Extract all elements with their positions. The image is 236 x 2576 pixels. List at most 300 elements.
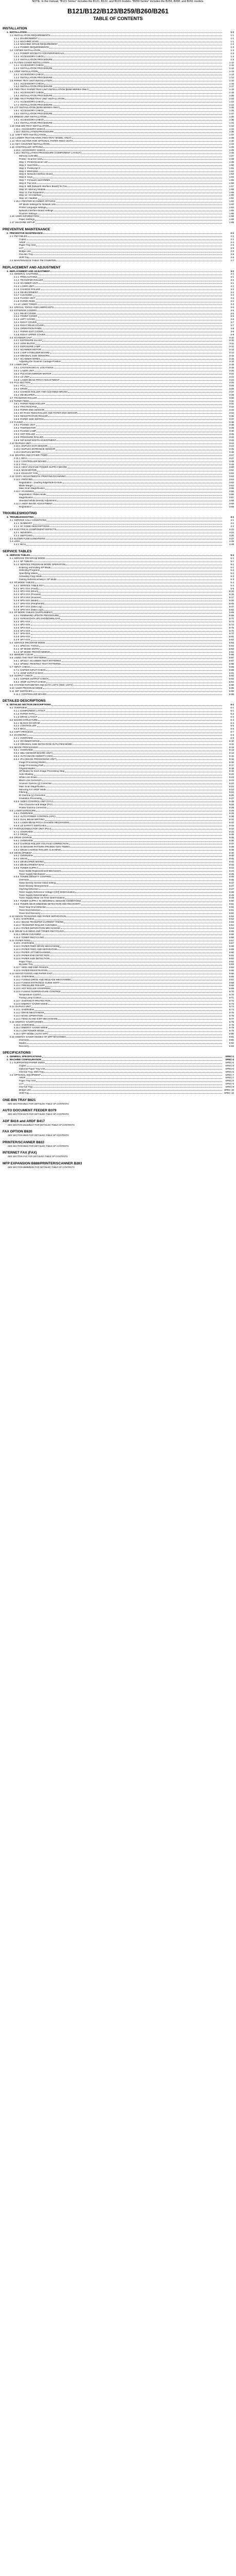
- dot-leader: [34, 369, 222, 371]
- toc-entry-title: ACCESSORY CHECK: [20, 55, 44, 58]
- toc-entry-page: 5-3: [230, 578, 234, 581]
- toc-entry-title: DRUM CHARGE: [14, 836, 32, 839]
- toc-entry-number: 3.12.3: [14, 502, 21, 505]
- dot-leader: [60, 106, 222, 108]
- toc-entry-page: 3-10: [229, 336, 234, 339]
- dot-leader: [54, 366, 222, 368]
- toc-entry-title: Main Scan Magnification: [19, 785, 45, 788]
- toc-entry-title: SYSTEM PARAMETER AND DATA LISTS (SMC LISTS): [14, 684, 73, 687]
- dot-leader: [31, 442, 222, 444]
- toc-entry-number: 3.4.4: [14, 348, 20, 351]
- toc-entry-title: Adjusting the Scanner Carriage Position: [19, 360, 61, 363]
- toc-entry-title: INPUT CHECK: [14, 665, 30, 668]
- toc-entry-number: 1.8: [10, 106, 13, 109]
- toc-entry-title: OFF MODE (AUTO OFF): [21, 1032, 48, 1036]
- toc-entry-page: 3-20: [229, 369, 234, 372]
- toc-entry-title: FUSING UNIT: [20, 423, 35, 427]
- toc-entry-page: 3-23: [229, 378, 234, 381]
- dot-leader: [56, 448, 222, 450]
- dot-leader: [53, 67, 222, 69]
- dot-leader: [40, 215, 222, 217]
- toc-entry-number: 5.4: [10, 641, 13, 644]
- toc-entry-page: 5-75: [229, 626, 234, 629]
- toc-entry-title: TRANSFER ROLLER CLEANING: [21, 924, 57, 927]
- toc-option-heading[interactable]: ADF B416 and ARDF B417: [3, 1119, 45, 1123]
- toc-entry-title: SHIFT TRAY INSTALLATION: [15, 133, 46, 137]
- toc-entry-number: 6.15: [10, 1020, 14, 1023]
- toc-entry-page: 6-68: [229, 984, 234, 987]
- dot-leader: [48, 445, 222, 447]
- toc-entry-number: 5.6.1: [14, 659, 20, 663]
- toc-entry-page: 6-14: [229, 752, 234, 755]
- toc-entry-page: 6-33: [229, 824, 234, 827]
- dot-leader: [36, 244, 222, 246]
- toc-entry-number: 3.10.1: [14, 445, 21, 448]
- toc-entry-page: 6-23: [229, 782, 234, 785]
- dot-leader: [26, 1076, 222, 1078]
- toc-entry-page: 4-1: [230, 516, 234, 519]
- toc-entry-title: Temperature Control: [19, 993, 41, 996]
- toc-entry-number: 5.3.1: [14, 614, 20, 617]
- toc-entry-page: 1-43: [229, 142, 234, 145]
- toc-entry-title: ORIGINAL SIZE DETECTION IN PLATEN MODE: [20, 742, 72, 745]
- dot-leader: [44, 324, 222, 326]
- toc-entry-title: PREVENTIVE MAINTENANCE: [9, 232, 43, 234]
- dot-leader: [45, 785, 222, 787]
- toc-entry-number: 3.11.1: [14, 456, 21, 460]
- section-gap: [3, 508, 234, 511]
- dot-leader: [32, 531, 222, 533]
- toc-entry-page: 6-1: [230, 709, 234, 713]
- toc-entry-number: 6.8: [10, 836, 13, 839]
- toc-entry-page: 3-42: [229, 435, 234, 438]
- toc-entry-title: ENERGY SAVER MODES: [15, 1020, 43, 1023]
- dot-leader: [38, 70, 222, 72]
- toc-entry-title: SUPPORTED PAPER SIZES: [14, 1061, 45, 1064]
- toc-entry-page: 3-46: [229, 451, 234, 454]
- toc-entry-page: 6-57: [229, 939, 234, 942]
- toc-entry-title: DUPLEX ENTRANCE SENSOR: [21, 448, 56, 451]
- section-gap: [3, 224, 234, 227]
- toc-entry-page: 6-26: [229, 794, 234, 797]
- toc-entry-page: SPEC-10: [224, 1088, 234, 1091]
- dot-leader: [53, 803, 222, 805]
- toc-entry-page: 6-45: [229, 872, 234, 875]
- toc-entry-number: 3.4.5: [14, 351, 20, 354]
- toc-entry-title: GENERAL SPECIFICATIONS: [9, 1055, 42, 1058]
- dot-leader: [34, 490, 222, 492]
- dot-leader: [46, 333, 222, 335]
- toc-entry-page: 3-1: [230, 282, 234, 285]
- dot-leader: [49, 125, 222, 127]
- toc-entry-page: 1-4: [230, 55, 234, 58]
- toc-section-heading[interactable]: SERVICE TABLES: [3, 550, 32, 554]
- dot-leader: [65, 97, 222, 99]
- dot-leader: [39, 590, 222, 592]
- dot-leader: [33, 839, 222, 841]
- toc-entry-number: 1.9: [10, 115, 13, 118]
- toc-entry-number: 5.2.7: [14, 602, 20, 605]
- toc-entry-title: ACCESSORY CHECK: [20, 100, 44, 103]
- toc-entry-page: 6-35: [229, 833, 234, 836]
- toc-entry-page: 6-79: [229, 1029, 234, 1032]
- toc-entry-title: Recovery: [19, 1044, 29, 1047]
- dot-leader: [49, 966, 222, 968]
- dot-leader: [35, 221, 222, 223]
- toc-entry-number: 3.1.9: [14, 300, 20, 303]
- dot-leader: [29, 256, 222, 258]
- toc-entry-page: 1-1: [230, 40, 234, 43]
- dot-leader: [33, 253, 222, 255]
- toc-entry-page: 6-59: [229, 948, 234, 951]
- toc-option-heading[interactable]: MFP EXPANSION B888/PRINTER/SCANNER B283: [3, 1161, 82, 1165]
- toc-entry-page: 2-6: [230, 253, 234, 256]
- toc-entry-title: OVERVIEW: [21, 1008, 34, 1011]
- toc-entry-number: 3.6.3: [14, 390, 20, 393]
- toc-entry-page: 6-34: [229, 830, 234, 833]
- toc-entry-page: 5-1: [230, 556, 234, 560]
- toc-section-heading[interactable]: PREVENTIVE MAINTENANCE: [3, 228, 50, 231]
- toc-entry-number: 6.15.4: [14, 1032, 21, 1036]
- dot-leader: [26, 241, 222, 243]
- dot-leader: [51, 987, 222, 989]
- toc-entry-title: RIGHT REAR COVER: [20, 324, 44, 327]
- toc-entry-page: 5-86: [229, 653, 234, 656]
- toc-entry-number: 5.1.1: [14, 560, 20, 563]
- toc-entry-page: 3-15: [229, 354, 234, 357]
- toc-section-heading[interactable]: TROUBLESHOOTING: [3, 512, 38, 516]
- toc-entry-title: MACHINE CONFIGURATION: [9, 1058, 42, 1061]
- dot-leader: [38, 276, 222, 278]
- dot-leader: [42, 348, 222, 350]
- dot-leader: [56, 200, 222, 202]
- dot-leader: [45, 409, 222, 411]
- dot-leader: [33, 534, 222, 536]
- toc-entry-page: 5-88: [229, 663, 234, 666]
- toc-entry-title: Toner Near End Detection: [19, 906, 46, 909]
- toc-entry-number: 1.5: [10, 79, 13, 82]
- dot-leader: [27, 238, 222, 240]
- dot-leader: [42, 158, 222, 160]
- toc-entry-title: COPY ADJUSTMENTS: PRINTING/SCANNING: [15, 475, 66, 478]
- dot-leader: [62, 659, 222, 662]
- toc-entry-number: 1.1: [10, 33, 13, 37]
- toc-entry-page: 1-12: [229, 61, 234, 64]
- toc-entry-title: LASER UNIT: [14, 363, 28, 366]
- toc-entry-title: SP MODE ENTRY: [20, 647, 40, 650]
- toc-entry-page: 6-24: [229, 791, 234, 794]
- dot-leader: [44, 279, 222, 281]
- toc-entry-number: 6.10.3: [14, 924, 21, 927]
- toc-entry-number: 3.1: [10, 273, 13, 276]
- toc-entry-title: PAPER TRAY UNIT INSTALLATION: [14, 79, 52, 82]
- toc-entry-page: 6-65: [229, 969, 234, 972]
- dot-leader: [44, 64, 222, 66]
- section-gap: [3, 1116, 234, 1118]
- toc-entry-title: Step 10: Memory Module: [19, 188, 46, 191]
- toc-entry-title: IMAGE PROCESSING: [14, 745, 39, 749]
- toc-entry-page: 3-7: [230, 324, 234, 327]
- toc-entry-number: 6.14.3: [14, 1014, 21, 1017]
- dot-leader: [32, 505, 222, 507]
- toc-entry-page: 1-63: [229, 202, 234, 206]
- toc-entry-page: 5-10: [229, 590, 234, 593]
- dot-leader: [32, 336, 222, 338]
- toc-entry-page: 6-3: [230, 715, 234, 718]
- toc-entry-number: 5.3.8: [14, 635, 20, 638]
- dot-leader: [26, 543, 222, 545]
- dot-leader: [74, 140, 222, 142]
- toc-entry-number: 6.4.3: [14, 742, 20, 745]
- dot-leader: [34, 285, 222, 287]
- toc-entry-page: 6-48: [229, 890, 234, 893]
- dot-leader: [39, 291, 222, 293]
- dot-leader: [48, 415, 222, 417]
- toc-entry-title: SCANNER DRIVE: [20, 739, 40, 742]
- title-block: [0, 8, 236, 22]
- toc-entry-number: 2.1: [10, 234, 13, 238]
- dot-leader: [54, 130, 222, 132]
- toc-entry-title: Memory (128 MB): [19, 155, 38, 158]
- dot-leader: [53, 800, 222, 802]
- toc-option-heading[interactable]: PRINTER/SCANNER B822: [3, 1140, 44, 1144]
- dot-leader: [31, 626, 222, 629]
- toc-entry-title: ACCESSORY CHECK: [21, 127, 45, 130]
- toc-entry-title: ARDF: [19, 241, 26, 244]
- toc-entry-title: INSTALLATION REQUIREMENTS: [14, 33, 50, 37]
- toc-entry-number: 5.2.4: [14, 593, 20, 596]
- dot-leader: [38, 587, 222, 589]
- toc-entry-number: 6.12.3: [14, 948, 21, 951]
- toc-entry-title: Toner End Detection: [19, 908, 41, 911]
- toc-entry-title: SP5-XXX: [20, 632, 30, 635]
- toc-see-reference: SEE SECTION FAX FOR DETAILED TABLE OF CONTENTS: [8, 1155, 68, 1158]
- toc-entry-number: 1.9.2: [14, 121, 20, 124]
- dot-leader: [39, 170, 222, 172]
- toc-entry-number: 6.2.2: [14, 724, 20, 727]
- dot-leader: [57, 882, 223, 884]
- toc-entry-page: 1-34: [229, 127, 234, 130]
- toc-option-heading[interactable]: AUTO DOCUMENT FEEDER B379: [3, 1109, 57, 1113]
- dot-leader: [39, 599, 222, 601]
- dot-leader: [39, 273, 222, 275]
- toc-entry-page: 3-48: [229, 460, 234, 463]
- toc-option-heading[interactable]: INTERNET FAX (FAX): [3, 1151, 37, 1155]
- toc-entry-number: 3.9.5: [14, 435, 20, 438]
- toc-entry-page: 6-4: [230, 718, 234, 721]
- toc-entry-title: SP4-XXX (Scanner): [20, 596, 42, 599]
- dot-leader: [41, 993, 222, 995]
- toc-entry-number: 6.8.3: [14, 845, 20, 848]
- toc-entry-title: Paper Settings: [19, 218, 35, 221]
- toc-entry-number: 3.5.4: [14, 375, 20, 378]
- toc-entry-title: DEVELOPMENT: [20, 291, 38, 294]
- dot-leader: [44, 860, 222, 862]
- toc-entry-page: 6-10: [229, 739, 234, 742]
- dot-leader: [44, 100, 222, 103]
- toc-entry-number: 3.9: [10, 420, 13, 423]
- toc-entry-page: 1-27: [229, 112, 234, 115]
- toc-entry-page: 3-13: [229, 348, 234, 351]
- toc-entry-title: DRUM: [20, 387, 27, 391]
- dot-leader: [24, 1082, 222, 1084]
- toc-entry-page: 1-24: [229, 103, 234, 106]
- toc-entry-page: 5-17: [229, 596, 234, 599]
- toc-entry-title: POLYGON MIRROR MOTOR: [20, 372, 51, 375]
- dot-leader: [35, 300, 222, 302]
- toc-entry-number: 6.6.4: [14, 821, 20, 824]
- dot-leader: [38, 776, 222, 778]
- toc-entry-page: 3-19: [229, 366, 234, 369]
- dot-leader: [31, 632, 222, 634]
- dot-leader: [34, 516, 222, 518]
- toc-entry-page: 3-34: [229, 411, 234, 414]
- dot-leader: [38, 397, 222, 399]
- dot-leader: [69, 842, 222, 844]
- toc-entry-number: 3.8.3: [14, 409, 20, 412]
- toc-entry-page: 4-1: [230, 519, 234, 522]
- toc-entry-title: CONTROLLER OPTIONS: [15, 145, 43, 148]
- toc-entry-title: OVERVIEW: [21, 942, 34, 945]
- dot-leader: [37, 321, 222, 323]
- toc-entry-page: 3-1: [230, 276, 234, 279]
- toc-entry-page: 3-53: [229, 475, 234, 478]
- toc-entry-page: 3-10: [229, 339, 234, 342]
- toc-entry-page: 1-57: [229, 184, 234, 188]
- toc-entry-number: 1.7.1: [14, 100, 20, 103]
- dot-leader: [26, 727, 222, 730]
- toc-entry-title: ACCESSORY CHECK: [21, 148, 45, 151]
- toc-entry-page: SPEC-6: [225, 1070, 234, 1073]
- toc-entry-page: 5-52: [229, 608, 234, 611]
- dot-leader: [89, 88, 222, 90]
- dot-leader: [46, 557, 222, 559]
- toc-entry-title: AUTO POWER CONTROL (APC): [20, 815, 56, 818]
- toc-entry-page: 6-9: [230, 734, 234, 737]
- toc-section-heading[interactable]: INSTALLATION: [3, 27, 27, 30]
- dot-leader: [51, 34, 222, 36]
- toc-entry-page: 1-46: [229, 151, 234, 155]
- toc-entry-page: 1-16: [229, 79, 234, 82]
- dot-leader: [50, 951, 222, 953]
- toc-entry-number: 5.3.5: [14, 626, 20, 629]
- dot-leader: [37, 312, 222, 314]
- toc-entry-page: 1-52: [229, 170, 234, 173]
- dot-leader: [72, 743, 222, 745]
- toc-entry-title: Bridge Unit: [19, 1088, 31, 1091]
- toc-entry-number: 6.11.1: [14, 933, 21, 936]
- section-gap: [3, 1137, 234, 1140]
- toc-entry-page: 6-73: [229, 1002, 234, 1005]
- toc-entry-title: SERVICE PROGRAM MODE OPERATION: [20, 563, 66, 566]
- toc-entry-title: SERVICE CALL CONDITIONS: [14, 519, 47, 522]
- toc-entry-page: 5-84: [229, 650, 234, 653]
- toc-entry-page: 5-3: [230, 575, 234, 578]
- toc-entry-page: 1-47: [229, 155, 234, 158]
- dot-leader: [64, 930, 222, 932]
- dot-leader: [70, 845, 222, 848]
- toc-entry-page: 5-47: [229, 605, 234, 608]
- toc-section-heading[interactable]: DETAILED DESCRIPTIONS: [3, 699, 46, 703]
- dot-leader: [44, 191, 222, 193]
- toc-entry-title: Modes: [19, 1041, 26, 1044]
- toc-option-heading[interactable]: ONE-BIN TRAY B621: [3, 1098, 36, 1102]
- toc-entry-title: NIP BAND WIDTH ADJUSTMENT: [20, 438, 57, 442]
- toc-entry-page: 6-71: [229, 996, 234, 999]
- toc-entry-title: OVERVIEW: [14, 706, 27, 709]
- dot-leader: [33, 831, 222, 833]
- toc-entry-number: 3.8.5: [14, 414, 20, 417]
- toc-entry-number: 3.9.2: [14, 427, 20, 430]
- dot-leader: [45, 818, 222, 820]
- toc-section-heading[interactable]: REPLACEMENT AND ADJUSTMENT: [3, 265, 61, 269]
- toc-entry-number: 3.3.4: [14, 321, 20, 324]
- toc-entry-page: 6-47: [229, 882, 234, 885]
- toc-entry-page: 6-24: [229, 788, 234, 791]
- toc-entry-number: 3.8: [10, 399, 13, 402]
- toc-entry-number: 3.1.5: [14, 287, 20, 291]
- dot-leader: [27, 457, 222, 459]
- toc-entry-number: 5.2.5: [14, 596, 20, 599]
- dot-leader: [58, 43, 222, 45]
- dot-leader: [45, 1029, 222, 1031]
- dot-leader: [37, 430, 222, 432]
- toc-option-heading[interactable]: FAX OPTION B820: [3, 1130, 32, 1134]
- dot-leader: [33, 294, 222, 296]
- toc-entry-page: 1-26: [229, 106, 234, 109]
- toc-entry-title: Overview: [19, 878, 29, 882]
- toc-entry-title: Registration - Leading Edge/Side-to-Side: [19, 481, 62, 484]
- toc-entry-title: SP1-XXX: [20, 620, 30, 623]
- toc-entry-title: DRUM CLEANING AND TONER RECYCLING: [15, 929, 64, 933]
- toc-entry-number: 1.15: [10, 145, 14, 148]
- toc-entry-number: 6.9: [10, 851, 13, 854]
- toc-entry-title: THERMISTOR: [20, 427, 36, 430]
- dot-leader: [42, 797, 222, 799]
- toc-entry-number: 3.4.6: [14, 354, 20, 357]
- toc-entry-page: 3-25: [229, 381, 234, 384]
- dot-leader: [28, 363, 222, 365]
- toc-entry-number: 6.2.1: [14, 721, 20, 724]
- toc-entry-page: 5-68: [229, 614, 234, 617]
- toc-entry-page: 5-25: [229, 599, 234, 602]
- dot-leader: [27, 31, 222, 33]
- toc-entry-number: 5.9: [10, 684, 13, 687]
- toc-entry-title: SP MODE TABLES: [14, 581, 34, 584]
- toc-entry-title: MACHINE LEVEL: [20, 40, 39, 43]
- toc-entry-page: 6-7: [230, 731, 234, 734]
- toc-entry-number: 5.3.7: [14, 632, 20, 635]
- toc-entry-title: SP1-XXX (Feed): [20, 587, 38, 590]
- toc-entry-title: Registration: Platen Mode: [19, 493, 46, 496]
- toc-entry-title: ACCESSORY CHECK: [20, 64, 44, 67]
- toc-entry-title: Blank Margin: [19, 484, 33, 487]
- dot-leader: [38, 212, 222, 214]
- dot-leader: [46, 709, 222, 711]
- dot-leader: [35, 394, 222, 396]
- toc-section-heading[interactable]: SPECIFICATIONS: [3, 1051, 31, 1055]
- toc-entry-number: 2.: [7, 1058, 9, 1061]
- page-title: B121/B122/B123/B259/B260/B261: [67, 8, 169, 15]
- toc-entry-number: 6.9.8: [14, 903, 20, 906]
- toc-entry-number: 6.14.1: [14, 1008, 21, 1011]
- dot-leader: [47, 693, 222, 695]
- toc-entry-page: SPEC-7: [225, 1076, 234, 1079]
- toc-entry-number: 4.4: [10, 540, 13, 543]
- toc-entry-title: Network Interface Board settings: [19, 209, 53, 212]
- toc-entry-title: SCANNER UNIT: [20, 282, 38, 285]
- toc-entry-title: TWO-TRAY PAPER TRAY UNIT INSTALLATION (B259 SERIES ONLY): [14, 88, 89, 91]
